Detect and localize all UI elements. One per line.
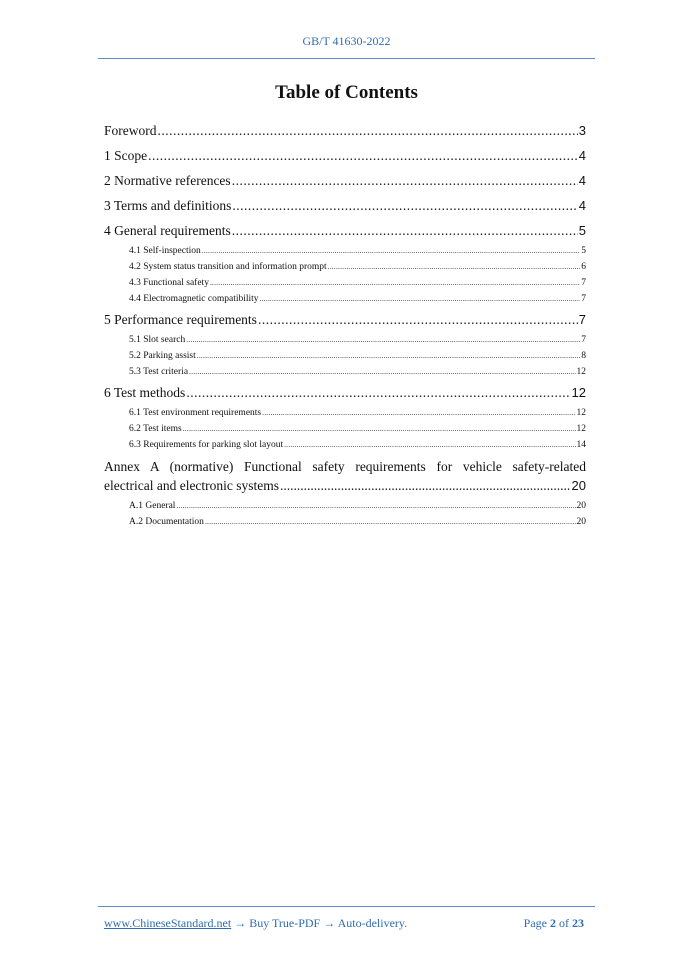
toc-entry-label: 5 Performance requirements xyxy=(104,312,257,327)
toc-page-number: 12 xyxy=(576,408,586,418)
toc-page-number: 5 xyxy=(581,246,586,256)
toc-entry-normative-references[interactable] xyxy=(104,168,586,193)
dot-leader xyxy=(232,193,577,218)
page-word: Page xyxy=(523,916,547,930)
site-link[interactable]: www.ChineseStandard.net xyxy=(104,916,232,930)
toc-entry-label: 5.1 Slot search xyxy=(129,335,186,345)
toc-subentry[interactable] xyxy=(104,498,586,514)
toc-entry-label: 6 Test methods xyxy=(104,385,186,400)
toc-entry-terms-definitions[interactable] xyxy=(104,193,586,218)
toc-page-number: 14 xyxy=(576,440,586,450)
toc-entry-label: 5.3 Test criteria xyxy=(129,367,189,377)
dot-leader xyxy=(189,364,575,380)
toc-entry-label: 1 Scope xyxy=(104,148,148,163)
arrow-right-icon: → xyxy=(234,916,247,930)
dot-leader xyxy=(232,218,578,243)
toc-page-number: 6 xyxy=(581,262,586,272)
toc-page-number: 4 xyxy=(578,198,586,213)
toc-entry-label: A.2 Documentation xyxy=(129,517,204,527)
toc-entry-label: Foreword xyxy=(104,123,157,138)
page-title: Table of Contents xyxy=(275,82,418,103)
toc-page-number: 4 xyxy=(578,148,586,163)
dot-leader xyxy=(262,405,575,421)
toc-subentry[interactable] xyxy=(104,291,586,307)
toc-page-number: 5 xyxy=(578,223,586,238)
toc-entry-label: 6.1 Test environment requirements xyxy=(129,408,262,418)
dot-leader xyxy=(186,332,580,348)
current-page-number: 2 xyxy=(550,916,556,930)
toc-entry-general-requirements[interactable] xyxy=(104,218,586,243)
buy-pdf-link[interactable]: Buy True-PDF xyxy=(249,916,321,930)
toc-entry-foreword[interactable] xyxy=(104,118,586,143)
toc-subentry[interactable] xyxy=(104,259,586,275)
annex-subentries xyxy=(104,498,586,530)
toc-page-number: 8 xyxy=(581,351,586,361)
dot-leader xyxy=(197,348,580,364)
toc-page-number: 7 xyxy=(578,312,586,327)
toc-page-number: 7 xyxy=(581,294,586,304)
toc-entry-label: 5.2 Parking assist xyxy=(129,351,196,361)
toc-entry-label: 2 Normative references xyxy=(104,173,231,188)
dot-leader xyxy=(183,421,576,437)
toc-subentry[interactable] xyxy=(104,332,586,348)
toc-entry-label: 3 Terms and definitions xyxy=(104,198,232,213)
arrow-right-icon: → xyxy=(323,916,336,930)
toc-entry-label: 4.4 Electromagnetic compatibility xyxy=(129,294,259,304)
toc-page-number: 3 xyxy=(578,123,586,138)
dot-leader xyxy=(210,275,580,291)
auto-delivery-text: Auto-delivery. xyxy=(337,916,408,930)
toc-entry-label: 4.3 Functional safety xyxy=(129,278,209,288)
dot-leader xyxy=(232,168,578,193)
total-pages: 23 xyxy=(572,916,584,930)
toc-page-number: 12 xyxy=(576,424,586,434)
dot-leader xyxy=(284,437,575,453)
toc-entry-performance-requirements[interactable] xyxy=(104,307,586,332)
dot-leader xyxy=(280,476,570,495)
toc-entry-label: 4 General requirements xyxy=(104,223,231,238)
toc-entry-scope[interactable] xyxy=(104,143,586,168)
toc-page-number: 4 xyxy=(578,173,586,188)
toc-subentry[interactable] xyxy=(104,243,586,259)
header-divider xyxy=(98,58,595,59)
page-indicator xyxy=(524,916,584,931)
of-word: of xyxy=(559,916,569,930)
toc-page-number: 20 xyxy=(576,501,586,511)
dot-leader xyxy=(186,380,570,405)
toc-subentry[interactable] xyxy=(104,405,586,421)
toc-entry-test-methods[interactable] xyxy=(104,380,586,405)
dot-leader xyxy=(202,243,580,259)
dot-leader xyxy=(176,498,575,514)
annex-title-continuation xyxy=(104,476,586,495)
toc-subentry[interactable] xyxy=(104,421,586,437)
running-header: GB/T 41630-2022 xyxy=(302,34,391,48)
toc-subentry[interactable] xyxy=(104,514,586,530)
toc-entry-label: electrical and electronic systems xyxy=(104,478,280,493)
toc-page-number: 7 xyxy=(581,278,586,288)
footer-divider xyxy=(98,906,595,907)
toc-subentry[interactable] xyxy=(104,348,586,364)
toc-page-number: 12 xyxy=(571,385,586,400)
toc-page-number: 20 xyxy=(571,478,586,493)
toc-entry-label: 6.3 Requirements for parking slot layout xyxy=(129,440,284,450)
dot-leader xyxy=(205,514,576,530)
toc-page-number: 7 xyxy=(581,335,586,345)
toc-page-number: 12 xyxy=(576,367,586,377)
toc-entry-label: 6.2 Test items xyxy=(129,424,182,434)
dot-leader xyxy=(260,291,581,307)
toc-entry-label: 4.1 Self-inspection xyxy=(129,246,201,256)
dot-leader xyxy=(148,143,578,168)
toc-entry-annex-a[interactable] xyxy=(104,457,586,495)
annex-title-line: Annex A (normative) Functional safety requirements for vehicle safety-related xyxy=(104,459,586,474)
table-of-contents xyxy=(104,118,586,530)
toc-subentry[interactable] xyxy=(104,437,586,453)
toc-entry-label: A.1 General xyxy=(129,501,176,511)
toc-page-number: 20 xyxy=(576,517,586,527)
toc-subentry[interactable] xyxy=(104,275,586,291)
dot-leader xyxy=(328,259,581,275)
toc-subentry[interactable] xyxy=(104,364,586,380)
dot-leader xyxy=(158,118,578,143)
footer-promo xyxy=(104,916,407,931)
toc-entry-label: 4.2 System status transition and information prompt xyxy=(129,262,327,272)
dot-leader xyxy=(258,307,578,332)
